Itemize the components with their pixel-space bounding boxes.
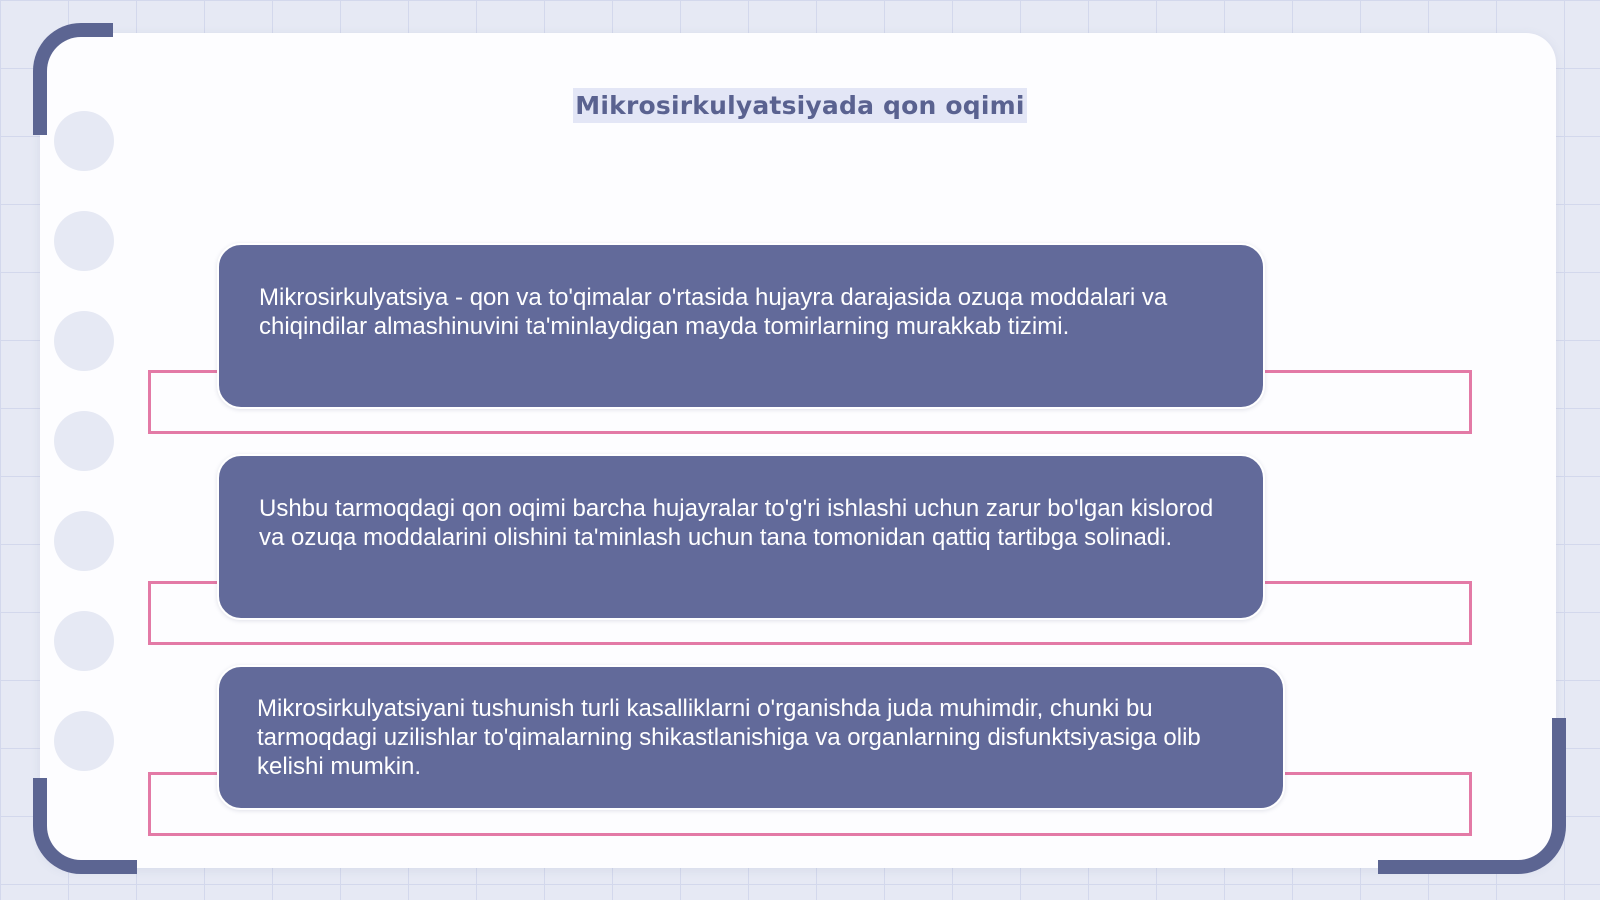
binder-hole	[54, 711, 114, 771]
binder-hole	[54, 611, 114, 671]
binder-hole	[54, 511, 114, 571]
corner-bracket-bottom-left	[33, 778, 137, 874]
info-card-text: Mikrosirkulyatsiyani tushunish turli kasalliklarni o'rganishda juda muhimdir, chunki bu tarmoqdagi uzilishlar to'qimalarning shikastlanishiga va organlarning disfunktsiyasiga olib kelishi mumkin.	[257, 695, 1201, 780]
info-card-text: Mikrosirkulyatsiya - qon va to'qimalar o'rtasida hujayra darajasida ozuqa moddalari va chiqindilar almashinuvini ta'minlaydigan mayda tomirlarning murakkab tizimi.	[259, 284, 1168, 340]
slide-title-wrapper	[0, 88, 1600, 123]
binder-hole	[54, 411, 114, 471]
slide-title: Mikrosirkulyatsiyada qon oqimi	[573, 88, 1026, 123]
info-card-3	[217, 665, 1285, 810]
binder-hole	[54, 311, 114, 371]
info-card-1	[217, 243, 1265, 409]
info-card-text: Ushbu tarmoqdagi qon oqimi barcha hujayralar to'g'ri ishlashi uchun zarur bo'lgan kislorod va ozuqa moddalarini olishini ta'minlash uchun tana tomonidan qattiq tartibga solinadi.	[259, 495, 1214, 551]
binder-hole	[54, 211, 114, 271]
info-card-2	[217, 454, 1265, 620]
